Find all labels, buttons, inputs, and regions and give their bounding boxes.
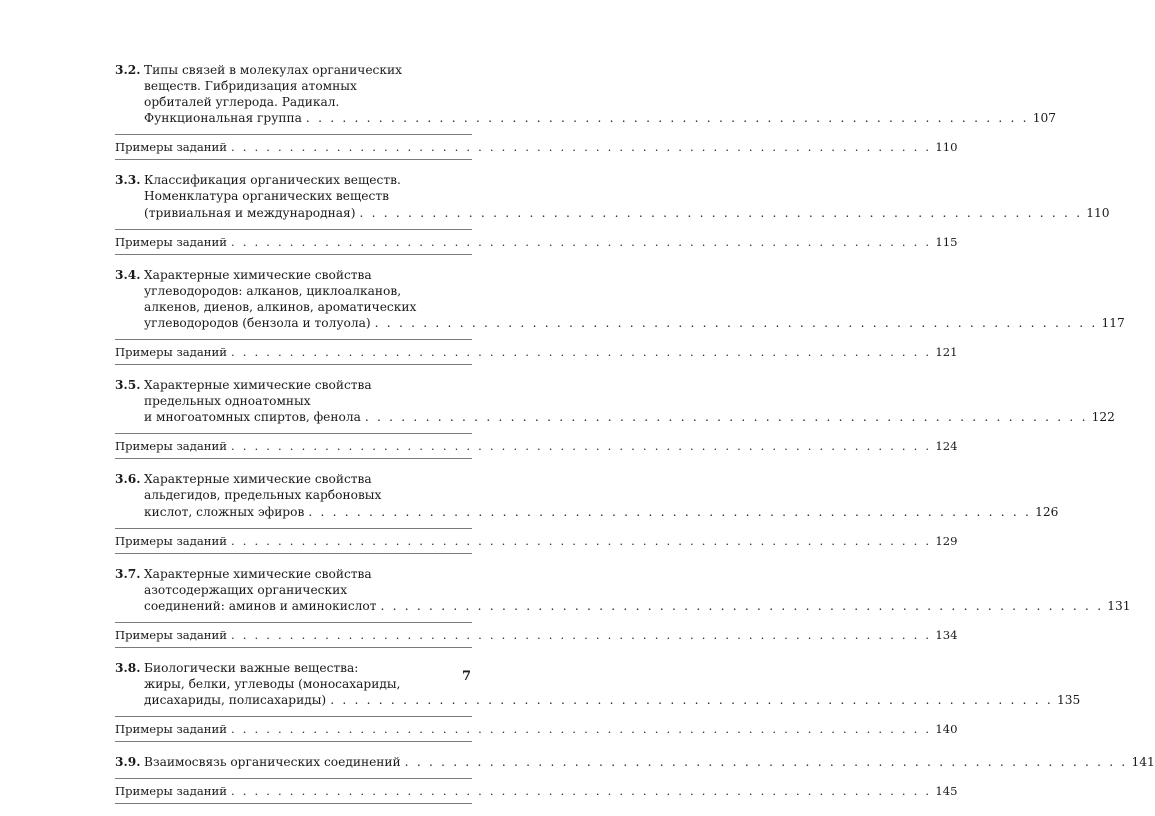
section-title-line: Взаимосвязь органических соединений xyxy=(144,755,401,770)
toc-entry[interactable] xyxy=(144,504,1059,520)
section-number: 3.9. xyxy=(115,755,141,770)
section-page-number: 117 xyxy=(1101,315,1125,330)
toc-section xyxy=(115,377,1115,425)
section-title-line: Характерные химические свойства xyxy=(144,566,372,581)
dot-leader: . . . . . . . . . . . . . . . . . . . . . . . . . . . . . . . . . . . . . . . . . . . . . . . . . . . . . . . . . . . . xyxy=(404,755,1128,770)
examples-row xyxy=(115,528,958,554)
examples-label: Примеры заданий xyxy=(115,533,227,548)
section-page-number: 107 xyxy=(1032,111,1056,126)
toc-section xyxy=(115,471,1059,519)
dot-leader: . . . . . . . . . . . . . . . . . . . . . . . . . . . . . . . . . . . . . . . . . . . . . . . . . . . . . . . . . . . . xyxy=(330,693,1053,708)
dot-leader: . . . . . . . . . . . . . . . . . . . . . . . . . . . . . . . . . . . . . . . . . . . . . . . . . . . . . . . . . . . . xyxy=(380,598,1104,613)
section-number: 3.8. xyxy=(115,660,141,675)
section-title-line: Классификация органических веществ. xyxy=(144,173,401,188)
section-title-line: Номенклатура органических веществ xyxy=(144,189,389,204)
examples-row xyxy=(115,339,958,365)
examples-label: Примеры заданий xyxy=(115,439,227,454)
section-page-number: 131 xyxy=(1107,598,1131,613)
examples-page-number: 134 xyxy=(935,627,958,642)
examples-page-number: 129 xyxy=(935,533,958,548)
examples-entry[interactable] xyxy=(115,721,958,737)
examples-label: Примеры заданий xyxy=(115,234,227,249)
dot-leader: . . . . . . . . . . . . . . . . . . . . . . . . . . . . . . . . . . . . . . . . . . . . . . . . . . . . . . . . . . . . xyxy=(364,410,1088,425)
dot-leader: . . . . . . . . . . . . . . . . . . . . . . . . . . . . . . . . . . . . . . . . . . . . . . . . . . . . . . . . . . . . xyxy=(230,722,932,737)
examples-entry[interactable] xyxy=(115,139,958,155)
examples-label: Примеры заданий xyxy=(115,140,227,155)
examples-row xyxy=(115,433,958,459)
dot-leader: . . . . . . . . . . . . . . . . . . . . . . . . . . . . . . . . . . . . . . . . . . . . . . . . . . . . . . . . . . . . xyxy=(230,784,932,799)
toc-entry[interactable] xyxy=(144,315,1125,331)
dot-leader: . . . . . . . . . . . . . . . . . . . . . . . . . . . . . . . . . . . . . . . . . . . . . . . . . . . . . . . . . . . . xyxy=(230,140,932,155)
examples-label: Примеры заданий xyxy=(115,722,227,737)
section-title-line: веществ. Гибридизация атомных xyxy=(144,79,357,94)
section-page-number: 126 xyxy=(1035,504,1059,519)
section-title-line: углеводородов (бензола и толуола) xyxy=(144,315,371,330)
section-number: 3.3. xyxy=(115,173,141,188)
section-number: 3.6. xyxy=(115,472,141,487)
section-title-line: предельных одноатомных xyxy=(144,394,311,409)
toc-entry[interactable] xyxy=(144,110,1056,126)
dot-leader: . . . . . . . . . . . . . . . . . . . . . . . . . . . . . . . . . . . . . . . . . . . . . . . . . . . . . . . . . . . . xyxy=(230,533,932,548)
examples-page-number: 140 xyxy=(935,722,958,737)
section-page-number: 110 xyxy=(1086,205,1110,220)
examples-entry[interactable] xyxy=(115,344,958,360)
toc-section xyxy=(115,754,1155,770)
examples-page-number: 115 xyxy=(935,234,958,249)
section-title-line: альдегидов, предельных карбоновых xyxy=(144,488,382,503)
section-title-line: жиры, белки, углеводы (моносахариды, xyxy=(144,676,401,691)
section-page-number: 122 xyxy=(1091,410,1115,425)
section-title-line: соединений: аминов и аминокислот xyxy=(144,598,377,613)
section-title-line: Типы связей в молекулах органических xyxy=(144,63,402,77)
section-title-line: и многоатомных спиртов, фенола xyxy=(144,410,361,425)
section-title-line: Биологически важные вещества: xyxy=(144,660,359,675)
dot-leader: . . . . . . . . . . . . . . . . . . . . . . . . . . . . . . . . . . . . . . . . . . . . . . . . . . . . . . . . . . . . xyxy=(230,234,932,249)
section-number: 3.2. xyxy=(115,63,141,77)
section-title-line: Характерные химические свойства xyxy=(144,267,372,282)
dot-leader: . . . . . . . . . . . . . . . . . . . . . . . . . . . . . . . . . . . . . . . . . . . . . . . . . . . . . . . . . . . . xyxy=(230,345,932,360)
toc-section xyxy=(115,660,1081,708)
section-title-line: алкенов, диенов, алкинов, ароматических xyxy=(144,299,417,314)
table-of-contents xyxy=(115,62,1155,816)
toc-section xyxy=(115,267,1125,331)
section-title-line: Характерные химические свойства xyxy=(144,472,372,487)
examples-entry[interactable] xyxy=(115,627,958,643)
examples-page-number: 145 xyxy=(935,784,958,799)
dot-leader: . . . . . . . . . . . . . . . . . . . . . . . . . . . . . . . . . . . . . . . . . . . . . . . . . . . . . . . . . . . . xyxy=(359,205,1083,220)
dot-leader: . . . . . . . . . . . . . . . . . . . . . . . . . . . . . . . . . . . . . . . . . . . . . . . . . . . . . . . . . . . . xyxy=(230,627,932,642)
section-number: 3.5. xyxy=(115,378,141,393)
examples-row xyxy=(115,716,958,742)
section-page-number: 141 xyxy=(1131,755,1155,770)
toc-entry[interactable] xyxy=(144,409,1115,425)
examples-label: Примеры заданий xyxy=(115,345,227,360)
section-number: 3.7. xyxy=(115,566,141,581)
examples-label: Примеры заданий xyxy=(115,627,227,642)
dot-leader: . . . . . . . . . . . . . . . . . . . . . . . . . . . . . . . . . . . . . . . . . . . . . . . . . . . . . . . . . . . . xyxy=(305,111,1029,126)
page-number: 7 xyxy=(462,669,472,684)
toc-section xyxy=(115,566,1131,614)
toc-entry[interactable] xyxy=(144,205,1110,221)
examples-entry[interactable] xyxy=(115,533,958,549)
examples-entry[interactable] xyxy=(115,783,958,799)
examples-entry[interactable] xyxy=(115,438,958,454)
examples-label: Примеры заданий xyxy=(115,784,227,799)
toc-entry[interactable] xyxy=(144,598,1131,614)
section-title-line: (тривиальная и международная) xyxy=(144,205,356,220)
examples-page-number: 124 xyxy=(935,439,958,454)
examples-row xyxy=(115,778,958,804)
examples-entry[interactable] xyxy=(115,234,958,250)
section-page-number: 135 xyxy=(1057,693,1081,708)
section-number: 3.4. xyxy=(115,267,141,282)
dot-leader: . . . . . . . . . . . . . . . . . . . . . . . . . . . . . . . . . . . . . . . . . . . . . . . . . . . . . . . . . . . . xyxy=(230,439,932,454)
examples-row xyxy=(115,134,958,160)
examples-page-number: 110 xyxy=(935,140,958,155)
examples-page-number: 121 xyxy=(935,345,958,360)
examples-row xyxy=(115,229,958,255)
section-title-line: углеводородов: алканов, циклоалканов, xyxy=(144,283,402,298)
section-title-line: дисахариды, полисахариды) xyxy=(144,693,327,708)
section-title-line: Характерные химические свойства xyxy=(144,378,372,393)
section-title-line: Функциональная группа xyxy=(144,111,302,126)
toc-section xyxy=(115,172,1110,220)
dot-leader: . . . . . . . . . . . . . . . . . . . . . . . . . . . . . . . . . . . . . . . . . . . . . . . . . . . . . . . . . . . . xyxy=(374,315,1098,330)
toc-entry[interactable] xyxy=(144,754,1155,770)
dot-leader: . . . . . . . . . . . . . . . . . . . . . . . . . . . . . . . . . . . . . . . . . . . . . . . . . . . . . . . . . . . . xyxy=(308,504,1032,519)
section-title-line: орбиталей углерода. Радикал. xyxy=(144,95,340,110)
toc-section xyxy=(115,62,1056,126)
section-title-line: азотсодержащих органических xyxy=(144,582,348,597)
section-title-line: кислот, сложных эфиров xyxy=(144,504,305,519)
toc-entry[interactable] xyxy=(144,692,1081,708)
examples-row xyxy=(115,622,958,648)
